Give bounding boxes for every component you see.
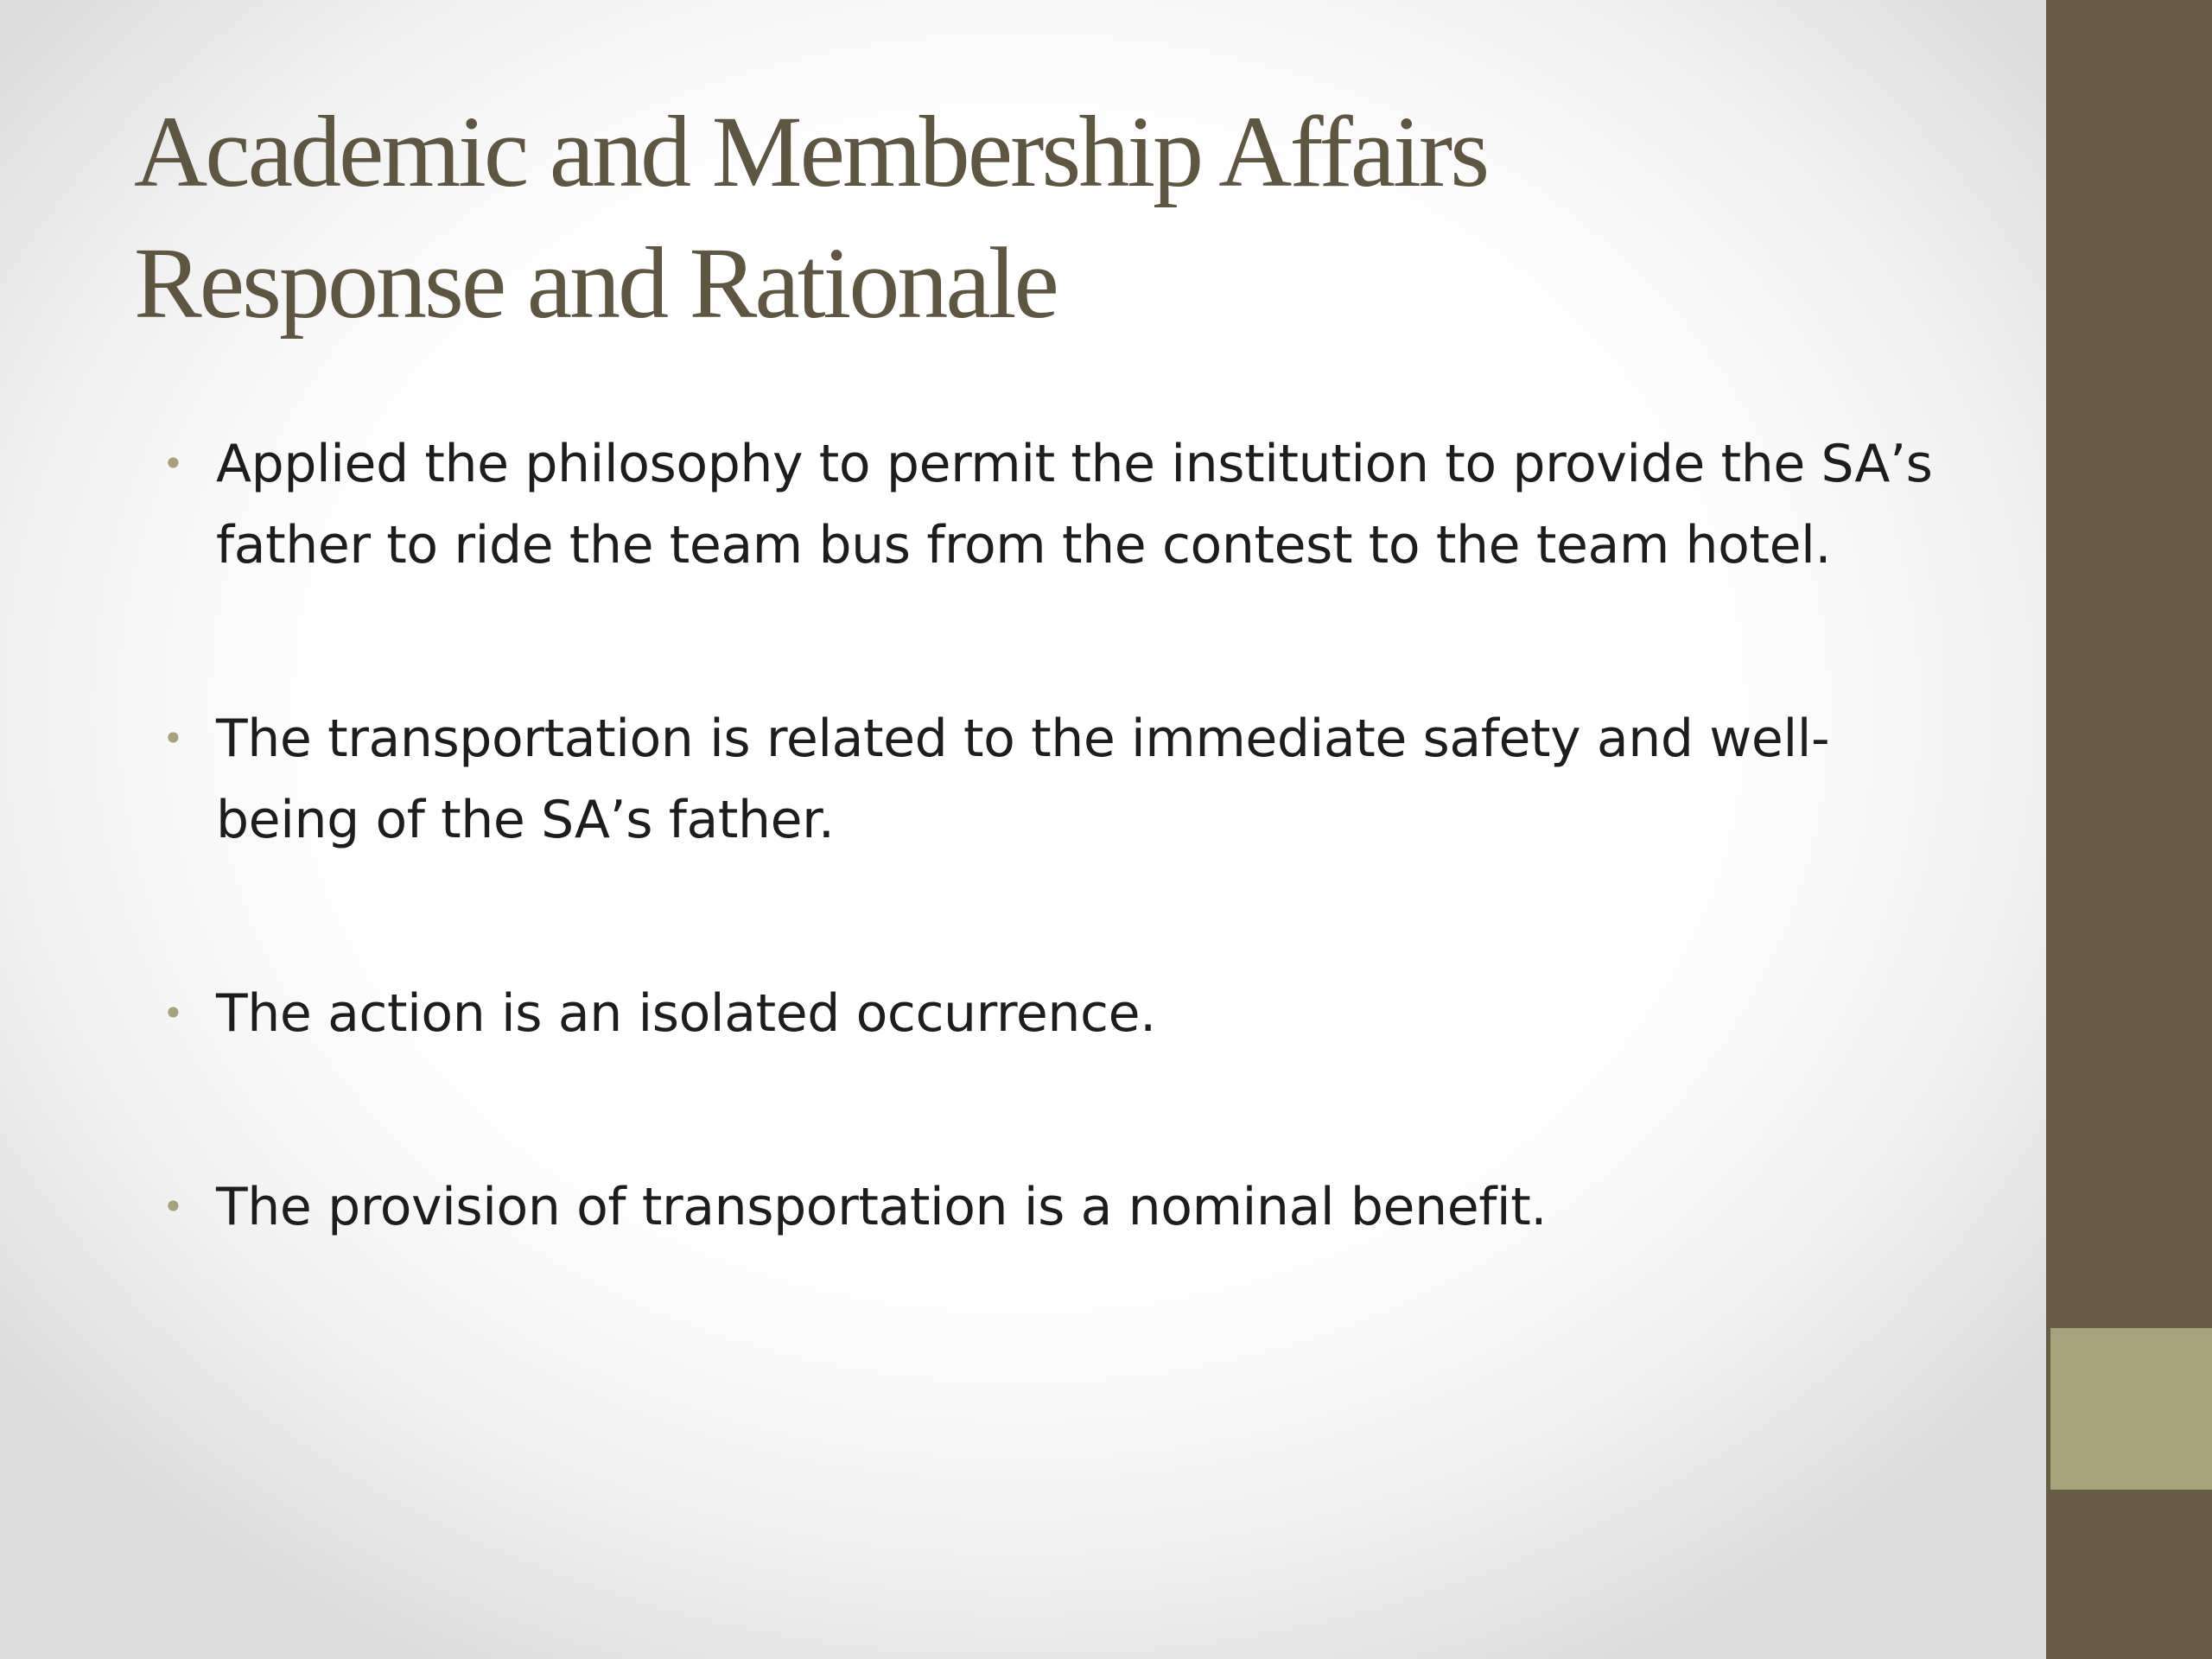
bullet-text: Applied the philosophy to permit the institution to provide the SA’s father to ride the team bus from the contest to the team hotel. <box>216 434 1933 575</box>
bullet-icon: • <box>162 442 184 485</box>
bullet-item <box>156 973 1953 1054</box>
bullet-list <box>156 423 1953 1248</box>
bullet-text: The transportation is related to the immediate safety and well-being of the SA’s father. <box>216 709 1830 850</box>
bullet-item <box>156 423 1953 586</box>
slide-title: Academic and Membership Affairs Response and Rationale <box>134 95 1488 340</box>
bullet-text: The provision of transportation is a nominal benefit. <box>216 1177 1548 1237</box>
bullet-icon: • <box>162 992 184 1034</box>
bullet-icon: • <box>162 1185 184 1228</box>
bullet-item <box>156 698 1953 861</box>
side-accent-edge <box>2046 1328 2050 1490</box>
bullet-icon: • <box>162 717 184 760</box>
side-accent-block <box>2050 1328 2212 1490</box>
bullet-item <box>156 1166 1953 1248</box>
bullet-text: The action is an isolated occurrence. <box>216 983 1156 1044</box>
